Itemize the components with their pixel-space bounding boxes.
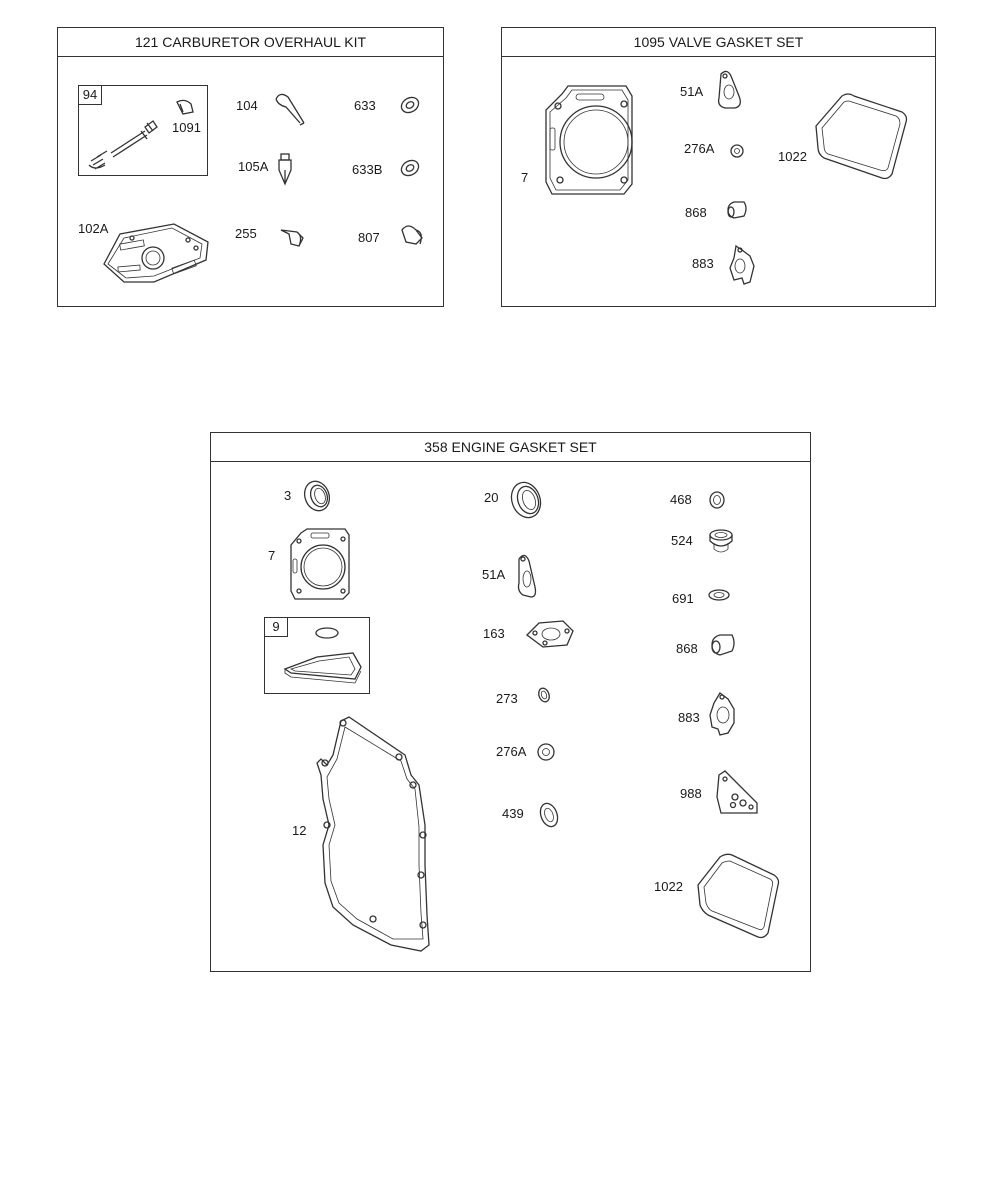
part-label-255: 255 <box>235 226 257 241</box>
part-1091-icon[interactable] <box>174 98 196 116</box>
part-label-883: 883 <box>678 710 700 725</box>
panel-title: 1095 VALVE GASKET SET <box>502 28 935 57</box>
part-276a-washer-icon[interactable] <box>535 741 557 763</box>
part-7-head-gasket-icon[interactable] <box>540 80 636 198</box>
part-label-12: 12 <box>292 823 307 838</box>
mixture-screw-spring-part[interactable] <box>83 113 163 173</box>
part-label-102a: 102A <box>78 221 109 236</box>
part-1022-cover-gasket-icon[interactable] <box>812 90 910 182</box>
part-label-7: 7 <box>268 548 276 563</box>
part-883-gasket-icon[interactable] <box>708 689 738 737</box>
part-20-oil-seal-icon[interactable] <box>504 478 548 522</box>
part-7-head-gasket-icon[interactable] <box>287 525 353 603</box>
part-468-ring-icon[interactable] <box>707 489 727 511</box>
part-276a-washer-icon[interactable] <box>728 142 746 160</box>
part-label-524: 524 <box>671 533 693 548</box>
part-868-seal-icon[interactable] <box>708 631 738 661</box>
subassembly-94-tag: 94 <box>79 86 102 105</box>
part-988-plate-gasket-icon[interactable] <box>713 767 763 817</box>
part-105a-needle-icon[interactable] <box>276 150 296 190</box>
part-255-icon[interactable] <box>277 224 307 248</box>
subassembly-9-tag: 9 <box>265 618 288 637</box>
part-633-washer-icon[interactable] <box>398 93 422 117</box>
subassembly-9-seal-parts[interactable] <box>281 623 365 687</box>
part-label-988: 988 <box>680 786 702 801</box>
part-label-633b: 633B <box>352 162 383 177</box>
part-label-104: 104 <box>236 98 258 113</box>
part-label-273: 273 <box>496 691 518 706</box>
part-104-icon[interactable] <box>272 91 308 127</box>
part-883-gasket-icon[interactable] <box>726 242 756 286</box>
part-691-ring-icon[interactable] <box>707 587 731 603</box>
part-label-868: 868 <box>676 641 698 656</box>
part-label-868: 868 <box>685 205 707 220</box>
carburetor-overhaul-kit-panel <box>57 27 444 307</box>
part-3-oil-seal-icon[interactable] <box>299 478 335 514</box>
part-label-276a: 276A <box>496 744 527 759</box>
part-label-163: 163 <box>483 626 505 641</box>
part-633b-washer-icon[interactable] <box>398 156 422 180</box>
part-1022-cover-gasket-icon[interactable] <box>694 851 784 943</box>
part-label-691: 691 <box>672 591 694 606</box>
part-label-7: 7 <box>521 170 529 185</box>
part-439-washer-icon[interactable] <box>537 799 561 831</box>
part-label-1022: 1022 <box>654 879 683 894</box>
part-807-icon[interactable] <box>398 222 424 248</box>
part-102a-gasket-icon[interactable] <box>98 220 218 286</box>
part-label-468: 468 <box>670 492 692 507</box>
part-label-3: 3 <box>284 488 292 503</box>
part-label-1022: 1022 <box>778 149 807 164</box>
part-51a-gasket-icon[interactable] <box>713 68 743 110</box>
part-label-105a: 105A <box>238 159 269 174</box>
part-label-883: 883 <box>692 256 714 271</box>
part-273-ring-icon[interactable] <box>536 685 552 705</box>
part-label-633: 633 <box>354 98 376 113</box>
part-12-crankcase-gasket-icon[interactable] <box>313 715 443 955</box>
part-label-276a: 276A <box>684 141 715 156</box>
panel-title: 121 CARBURETOR OVERHAUL KIT <box>58 28 443 57</box>
part-524-seal-icon[interactable] <box>706 527 736 555</box>
part-label-51a: 51A <box>482 567 506 582</box>
valve-gasket-set-panel <box>501 27 936 307</box>
part-51a-gasket-icon[interactable] <box>513 551 539 601</box>
part-label-439: 439 <box>502 806 524 821</box>
panel-title: 358 ENGINE GASKET SET <box>211 433 810 462</box>
engine-gasket-set-panel <box>210 432 811 972</box>
part-label-1091: 1091 <box>172 120 201 135</box>
part-label-51a: 51A <box>680 84 704 99</box>
part-label-20: 20 <box>484 490 499 505</box>
part-163-gasket-icon[interactable] <box>523 617 577 651</box>
part-868-seal-icon[interactable] <box>724 198 750 224</box>
part-label-807: 807 <box>358 230 380 245</box>
